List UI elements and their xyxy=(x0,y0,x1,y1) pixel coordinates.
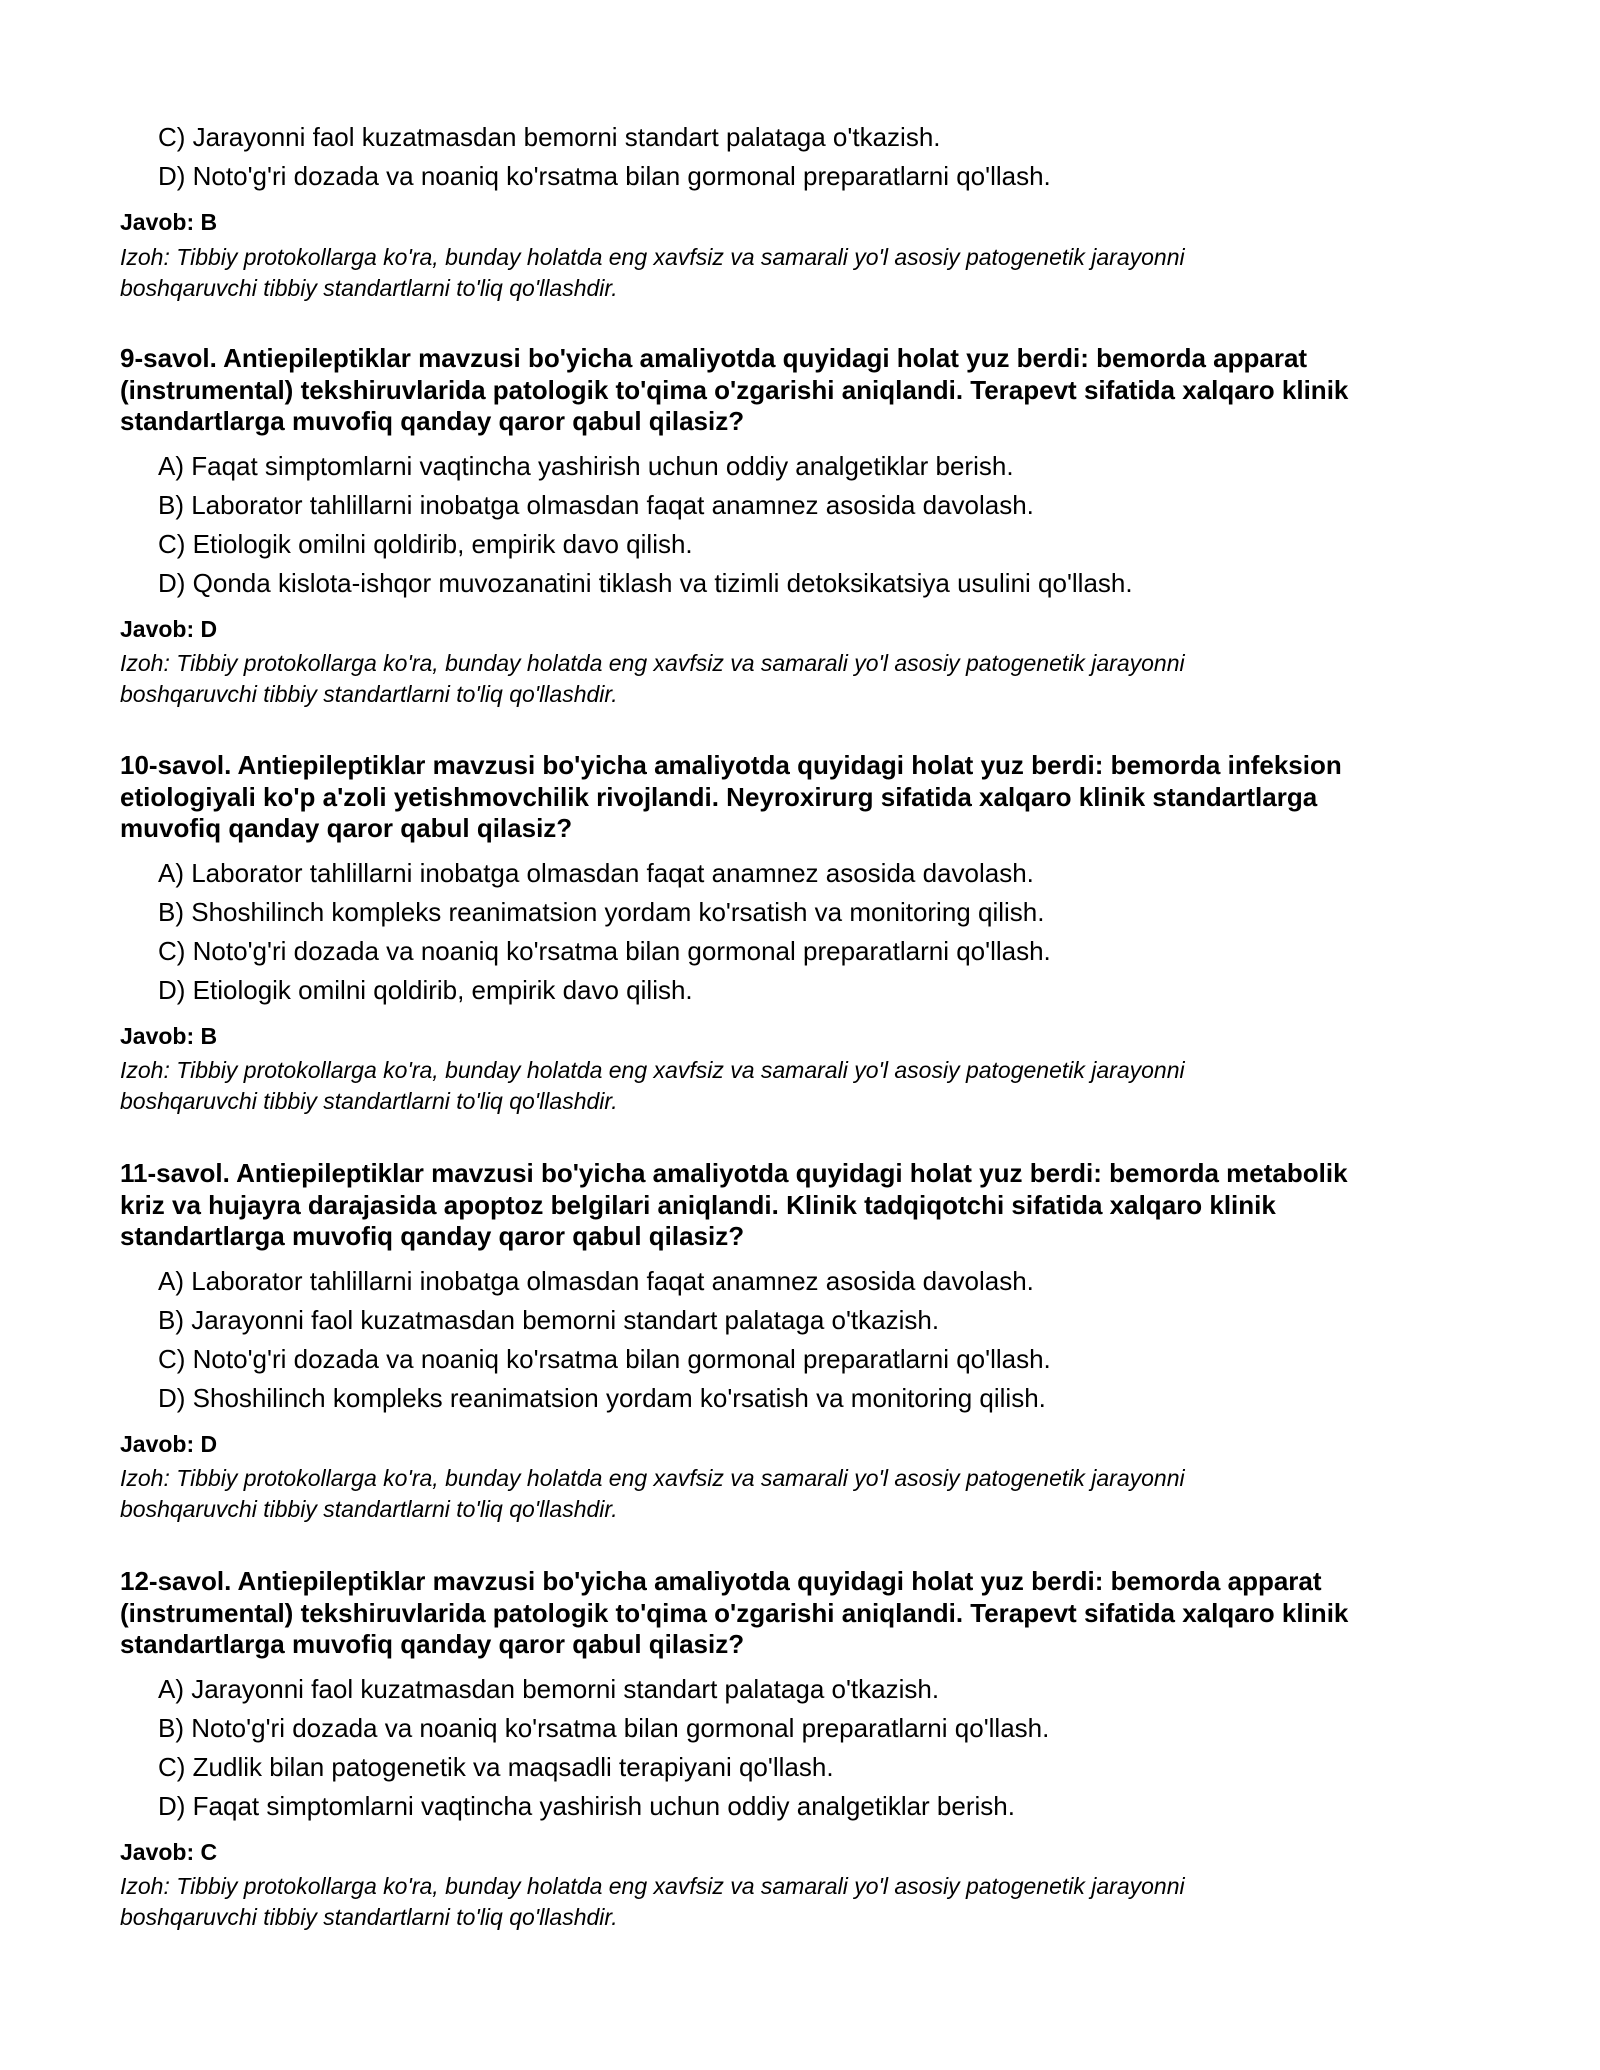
option-a: A) Jarayonni faol kuzatmasdan bemorni standart palataga o'tkazish. xyxy=(158,1674,940,1704)
note-line: Izoh: Tibbiy protokollarga ko'ra, bunday holatda eng xavfsiz va samarali yo'l asosiy patogenetik jarayonni xyxy=(120,1465,1185,1491)
option-b: B) Laborator tahlillarni inobatga olmasdan faqat anamnez asosida davolash. xyxy=(158,490,1034,520)
answer-label: Javob: B xyxy=(120,209,218,235)
option-b: B) Jarayonni faol kuzatmasdan bemorni standart palataga o'tkazish. xyxy=(158,1305,940,1335)
answer-label: Javob: D xyxy=(120,1431,218,1457)
note-line: Izoh: Tibbiy protokollarga ko'ra, bunday holatda eng xavfsiz va samarali yo'l asosiy patogenetik jarayonni xyxy=(120,1057,1185,1083)
option-b: B) Shoshilinch kompleks reanimatsion yordam ko'rsatish va monitoring qilish. xyxy=(158,897,1045,927)
question-title-line: 10-savol. Antiepileptiklar mavzusi bo'yicha amaliyotda quyidagi holat yuz berdi: bemorda infeksion xyxy=(120,750,1342,780)
option-a: A) Laborator tahlillarni inobatga olmasdan faqat anamnez asosida davolash. xyxy=(158,1266,1034,1296)
option-c: C) Jarayonni faol kuzatmasdan bemorni standart palataga o'tkazish. xyxy=(158,122,941,152)
note-line: boshqaruvchi tibbiy standartlarni to'liq qo'llashdir. xyxy=(120,275,618,301)
option-c: C) Noto'g'ri dozada va noaniq ko'rsatma bilan gormonal preparatlarni qo'llash. xyxy=(158,936,1051,966)
question-title-line: 12-savol. Antiepileptiklar mavzusi bo'yicha amaliyotda quyidagi holat yuz berdi: bemorda apparat xyxy=(120,1566,1322,1596)
question-title-line: kriz va hujayra darajasida apoptoz belgilari aniqlandi. Klinik tadqiqotchi sifatida xalqaro klinik xyxy=(120,1189,1276,1220)
question-title-line: standartlarga muvofiq qanday qaror qabul qilasiz? xyxy=(120,1629,745,1659)
explanation-note xyxy=(120,1463,1520,1525)
question-title-line: 11-savol. Antiepileptiklar mavzusi bo'yicha amaliyotda quyidagi holat yuz berdi: bemorda metabolik xyxy=(120,1158,1348,1188)
note-line: Izoh: Tibbiy protokollarga ko'ra, bunday holatda eng xavfsiz va samarali yo'l asosiy patogenetik jarayonni xyxy=(120,650,1185,676)
question-title-line: (instrumental) tekshiruvlarida patologik to'qima o'zgarishi aniqlandi. Terapevt sifatida xalqaro klinik xyxy=(120,1597,1349,1628)
option-d: D) Shoshilinch kompleks reanimatsion yordam ko'rsatish va monitoring qilish. xyxy=(158,1383,1046,1413)
question-title-line: standartlarga muvofiq qanday qaror qabul qilasiz? xyxy=(120,1221,745,1251)
option-d: D) Noto'g'ri dozada va noaniq ko'rsatma bilan gormonal preparatlarni qo'llash. xyxy=(158,161,1051,191)
question-title xyxy=(120,750,1520,845)
explanation-note xyxy=(120,242,1520,304)
question-title xyxy=(120,343,1520,438)
option-b: B) Noto'g'ri dozada va noaniq ko'rsatma bilan gormonal preparatlarni qo'llash. xyxy=(158,1713,1050,1743)
question-title xyxy=(120,1566,1520,1661)
question-title-line: etiologiyali ko'p a'zoli yetishmovchilik rivojlandi. Neyroxirurg sifatida xalqaro klinik standartlarga xyxy=(120,781,1318,812)
question-title-line: (instrumental) tekshiruvlarida patologik to'qima o'zgarishi aniqlandi. Terapevt sifatida xalqaro klinik xyxy=(120,374,1349,405)
note-line: boshqaruvchi tibbiy standartlarni to'liq qo'llashdir. xyxy=(120,681,618,707)
option-d: D) Faqat simptomlarni vaqtincha yashirish uchun oddiy analgetiklar berish. xyxy=(158,1791,1015,1821)
question-title-line: muvofiq qanday qaror qabul qilasiz? xyxy=(120,813,573,843)
note-line: boshqaruvchi tibbiy standartlarni to'liq qo'llashdir. xyxy=(120,1088,618,1114)
question-title-line: standartlarga muvofiq qanday qaror qabul qilasiz? xyxy=(120,406,745,436)
note-line: Izoh: Tibbiy protokollarga ko'ra, bunday holatda eng xavfsiz va samarali yo'l asosiy patogenetik jarayonni xyxy=(120,1873,1185,1899)
answer-label: Javob: D xyxy=(120,616,218,642)
option-c: C) Etiologik omilni qoldirib, empirik davo qilish. xyxy=(158,529,693,559)
option-a: A) Faqat simptomlarni vaqtincha yashirish uchun oddiy analgetiklar berish. xyxy=(158,451,1014,481)
note-line: boshqaruvchi tibbiy standartlarni to'liq qo'llashdir. xyxy=(120,1904,618,1930)
answer-label: Javob: C xyxy=(120,1839,218,1865)
answer-label: Javob: B xyxy=(120,1023,218,1049)
option-c: C) Noto'g'ri dozada va noaniq ko'rsatma bilan gormonal preparatlarni qo'llash. xyxy=(158,1344,1051,1374)
explanation-note xyxy=(120,648,1520,710)
question-title-line: 9-savol. Antiepileptiklar mavzusi bo'yicha amaliyotda quyidagi holat yuz berdi: bemorda apparat xyxy=(120,343,1308,373)
question-title xyxy=(120,1158,1520,1253)
option-d: D) Qonda kislota-ishqor muvozanatini tiklash va tizimli detoksikatsiya usulini qo'llash. xyxy=(158,568,1133,598)
note-line: boshqaruvchi tibbiy standartlarni to'liq qo'llashdir. xyxy=(120,1496,618,1522)
option-c: C) Zudlik bilan patogenetik va maqsadli terapiyani qo'llash. xyxy=(158,1752,834,1782)
option-a: A) Laborator tahlillarni inobatga olmasdan faqat anamnez asosida davolash. xyxy=(158,858,1034,888)
explanation-note xyxy=(120,1871,1520,1933)
explanation-note xyxy=(120,1055,1520,1117)
note-line: Izoh: Tibbiy protokollarga ko'ra, bunday holatda eng xavfsiz va samarali yo'l asosiy patogenetik jarayonni xyxy=(120,244,1185,270)
option-d: D) Etiologik omilni qoldirib, empirik davo qilish. xyxy=(158,975,693,1005)
